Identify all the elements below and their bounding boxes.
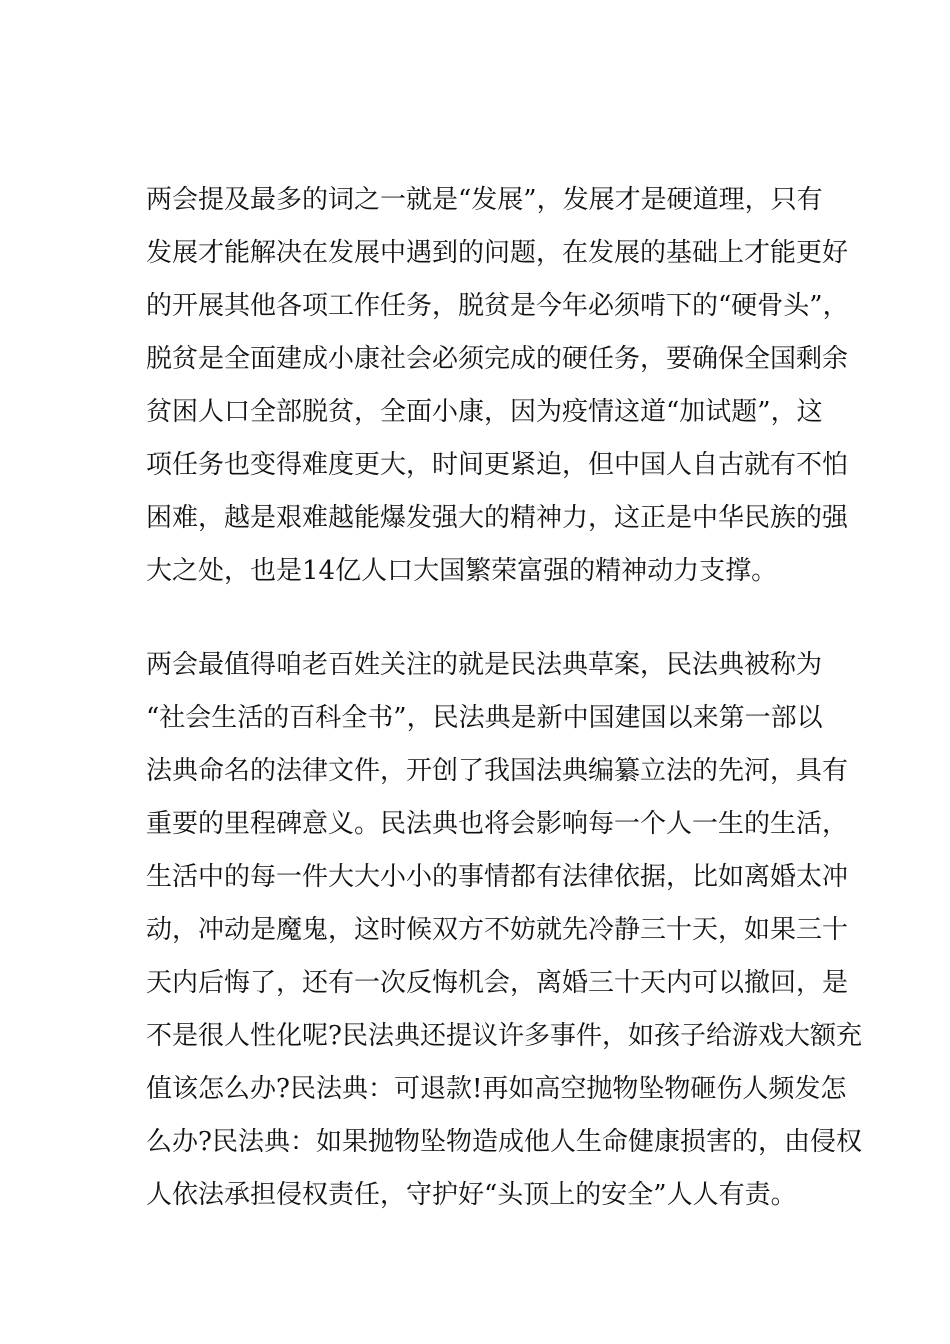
paragraph-line: 贫困人口全部脱贫，全面小康，因为疫情这道“加试题”，这 — [146, 397, 823, 427]
paragraph-line: 法典命名的法律文件，开创了我国法典编纂立法的先河，具有 — [146, 756, 849, 786]
paragraph-line: 天内后悔了，还有一次反悔机会，离婚三十天内可以撤回，是 — [146, 968, 849, 998]
paragraph-line: 脱贫是全面建成小康社会必须完成的硬任务，要确保全国剩余 — [146, 344, 849, 374]
paragraph-line: 生活中的每一件大大小小的事情都有法律依据，比如离婚太冲 — [146, 862, 849, 892]
paragraph-line: 么办?民法典：如果抛物坠物造成他人生命健康损害的，由侵权 — [146, 1127, 862, 1157]
paragraph-line: 值该怎么办?民法典：可退款!再如高空抛物坠物砸伤人频发怎 — [146, 1074, 847, 1104]
paragraph-line: 发展才能解决在发展中遇到的问题，在发展的基础上才能更好 — [146, 238, 849, 268]
paragraph-line: 重要的里程碑意义。民法典也将会影响每一个人一生的生活， — [146, 809, 849, 839]
paragraph-line: 两会提及最多的词之一就是“发展”，发展才是硬道理，只有 — [146, 185, 823, 215]
paragraph-line: 人依法承担侵权责任，守护好“头顶上的安全”人人有责。 — [146, 1180, 797, 1210]
paragraph-line: 项任务也变得难度更大，时间更紧迫，但中国人自古就有不怕 — [146, 450, 849, 480]
paragraph-line: 困难，越是艰难越能爆发强大的精神力，这正是中华民族的强 — [146, 503, 849, 533]
paragraph-line: 的开展其他各项工作任务，脱贫是今年必须啃下的“硬骨头”， — [146, 291, 849, 321]
paragraph-line: “社会生活的百科全书”，民法典是新中国建国以来第一部以 — [146, 703, 823, 733]
paragraph-line: 大之处，也是14亿人口大国繁荣富强的精神动力支撑。 — [146, 556, 778, 586]
paragraph-line: 动，冲动是魔鬼，这时候双方不妨就先冷静三十天，如果三十 — [146, 915, 849, 945]
paragraph-line: 不是很人性化呢?民法典还提议许多事件，如孩子给游戏大额充 — [146, 1021, 862, 1051]
paragraph-line: 两会最值得咱老百姓关注的就是民法典草案，民法典被称为 — [146, 650, 823, 680]
